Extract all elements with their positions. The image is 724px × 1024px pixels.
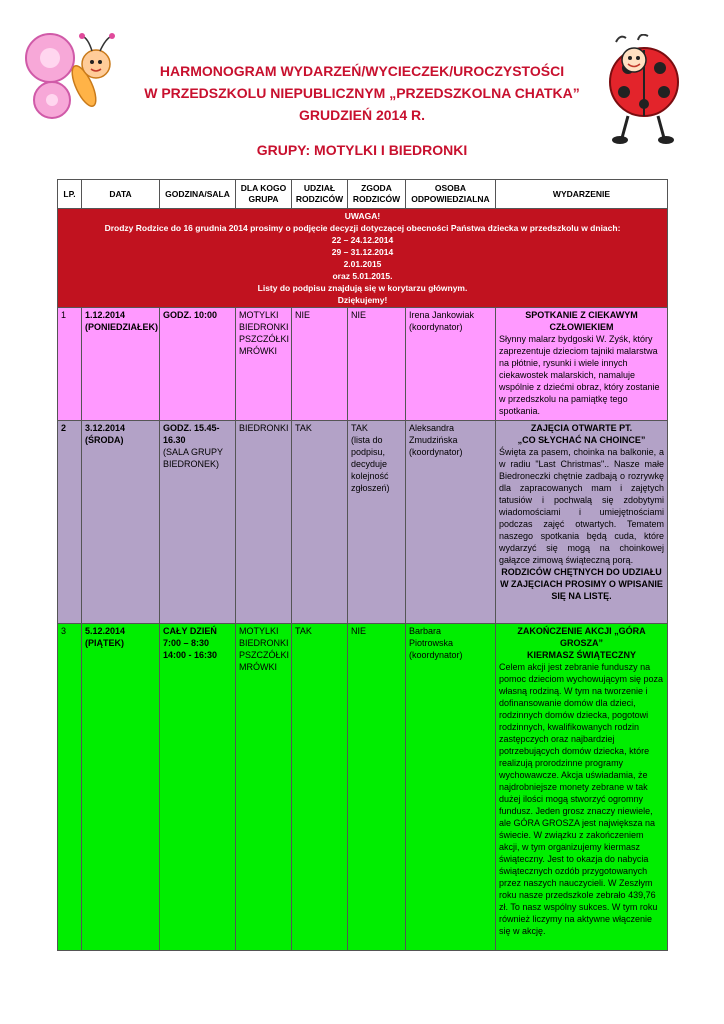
time-room-note: (SALA GRUPY BIEDRONEK): [163, 447, 224, 469]
document-title: [120, 60, 604, 126]
table-row: [58, 308, 668, 421]
col-header-date: DATA: [82, 180, 160, 209]
cell-responsible: Barbara Piotrowska (koordynator): [406, 624, 496, 951]
cell-group: BIEDRONKI: [236, 421, 292, 624]
cell-date: 3.12.2014 (ŚRODA): [82, 421, 160, 624]
cell-event: [496, 308, 668, 421]
schedule-table: [57, 179, 668, 951]
event-title: ZAKOŃCZENIE AKCJI „GÓRA GROSZA” KIERMASZ ŚWIĄTECZNY: [517, 626, 646, 660]
title-line-3: GRUDZIEŃ 2014 R.: [298, 107, 426, 123]
cell-lp: 1: [58, 308, 82, 421]
time-value: GODZ. 15.45- 16.30: [163, 423, 220, 445]
event-title: SPOTKANIE Z CIEKAWYM CZŁOWIEKIEM: [525, 310, 638, 332]
cell-time: CAŁY DZIEŃ 7:00 – 8:30 14:00 - 16:30: [160, 624, 236, 951]
header-row: [58, 180, 668, 209]
table-row: [58, 624, 668, 951]
cell-parents-consent: TAK (lista do podpisu, decyduje kolejność zgłoszeń): [348, 421, 406, 624]
cell-responsible: Irena Jankowiak (koordynator): [406, 308, 496, 421]
col-header-lp: LP.: [58, 180, 82, 209]
table-row: [58, 421, 668, 624]
cell-time: [160, 421, 236, 624]
cell-parents-participation: NIE: [292, 308, 348, 421]
col-header-responsible: OSOBA ODPOWIEDZIALNA: [406, 180, 496, 209]
cell-lp: 3: [58, 624, 82, 951]
cell-parents-consent: NIE: [348, 624, 406, 951]
cell-parents-consent: NIE: [348, 308, 406, 421]
cell-event: [496, 624, 668, 951]
cell-date: 5.12.2014 (PIĄTEK): [82, 624, 160, 951]
event-note: RODZICÓW CHĘTNYCH DO UDZIAŁU W ZAJĘCIACH PROSIMY O WPISANIE SIĘ NA LISTĘ.: [500, 567, 663, 601]
col-header-parents-consent: ZGODA RODZICÓW: [348, 180, 406, 209]
cell-lp: 2: [58, 421, 82, 624]
cell-group: MOTYLKI BIEDRONKI PSZCZÓŁKI MRÓWKI: [236, 308, 292, 421]
cell-responsible: Aleksandra Zmudzińska (koordynator): [406, 421, 496, 624]
col-header-time: GODZINA/SALA: [160, 180, 236, 209]
col-header-parents-participation: UDZIAŁ RODZICÓW: [292, 180, 348, 209]
event-description: Święta za pasem, choinka na balkonie, a w radiu "Last Christmas".. Nasze małe Biedroneczki chętnie zadbają o rozrywkę dla zapracowanych mam i zajętych tatusiów i pochwalą się zdobytymi wiadomościami i umiejętnościami podczas zajęć otwartych. Tematem naszego spotkania będą cuda, które wydarzyć się mogą na choinkowej gałązce zimową świąteczną porą.: [499, 447, 664, 565]
ladybug-illustration: [598, 34, 690, 146]
cell-parents-participation: TAK: [292, 421, 348, 624]
cell-time: GODZ. 10:00: [160, 308, 236, 421]
cell-event: [496, 421, 668, 624]
event-title: ZAJĘCIA OTWARTE PT. „CO SŁYCHAĆ NA CHOINCE”: [517, 423, 646, 445]
notice-text: UWAGA! Drodzy Rodzice do 16 grudnia 2014 prosimy o podjęcie decyzji dotyczącej obecności Państwa dziecka w przedszkolu w dniach: 22 – 24.12.2014 29 – 31.12.2014 2.01.2015 oraz 5.01.2015. Listy do podpisu znajdują się w korytarzu głównym. Dziękujemy!: [58, 209, 668, 308]
col-header-event: WYDARZENIE: [496, 180, 668, 209]
col-header-group: DLA KOGO GRUPA: [236, 180, 292, 209]
butterfly-illustration: [22, 28, 130, 128]
event-description: Celem akcji jest zebranie funduszy na pomoc dzieciom wychowującym się poza własną rodziną. W tym na tworzenie i dofinansowanie domów dla dzieci, rodzinnych domów dziecka, pogotowi rodzinnych, kwalifikowanych rodzin zastępczych oraz najbardziej potrzebujących domów dziecka, które realizują prorodzinne programy wychowawcze. Akcja uświadamia, że najdrobniejsze monety zebrane w tak dużej ilości mogą stworzyć ogromny fundusz. Jeden grosz znaczy niewiele, ale GÓRA GROSZA jest największa na świecie. W związku z zakończeniem akcji, w tym organizujemy kiermasz świąteczny. Jest to okazja do nabycia świątecznych ozdób przygotowanych przez naszych nauczycieli. W Zeszłym roku nasze przedszkole zebrało 439,76 zł. To nasz wspólny sukces. W tym roku również liczymy na aktywne włączenie się w akcję.: [499, 662, 664, 936]
groups-subtitle: GRUPY: MOTYLKI I BIEDRONKI: [256, 142, 468, 158]
cell-date: 1.12.2014 (PONIEDZIAŁEK): [82, 308, 160, 421]
cell-group: MOTYLKI BIEDRONKI PSZCZÓŁKI MRÓWKI: [236, 624, 292, 951]
event-description: Słynny malarz bydgoski W. Zyśk, który zaprezentuje dzieciom tajniki malarstwa na płótnie, rysunki i wiele innych ciekawostek malarskich, namaluje wspólnie z dziećmi obraz, który zostanie w przedszkolu na pamiątkę tego spotkania.: [499, 334, 660, 416]
title-line-2: W PRZEDSZKOLU NIEPUBLICZNYM „PRZEDSZKOLNA CHATKA”: [144, 85, 580, 101]
notice-row: [58, 209, 668, 308]
title-line-1: HARMONOGRAM WYDARZEŃ/WYCIECZEK/UROCZYSTOŚCI: [159, 63, 565, 79]
cell-parents-participation: TAK: [292, 624, 348, 951]
